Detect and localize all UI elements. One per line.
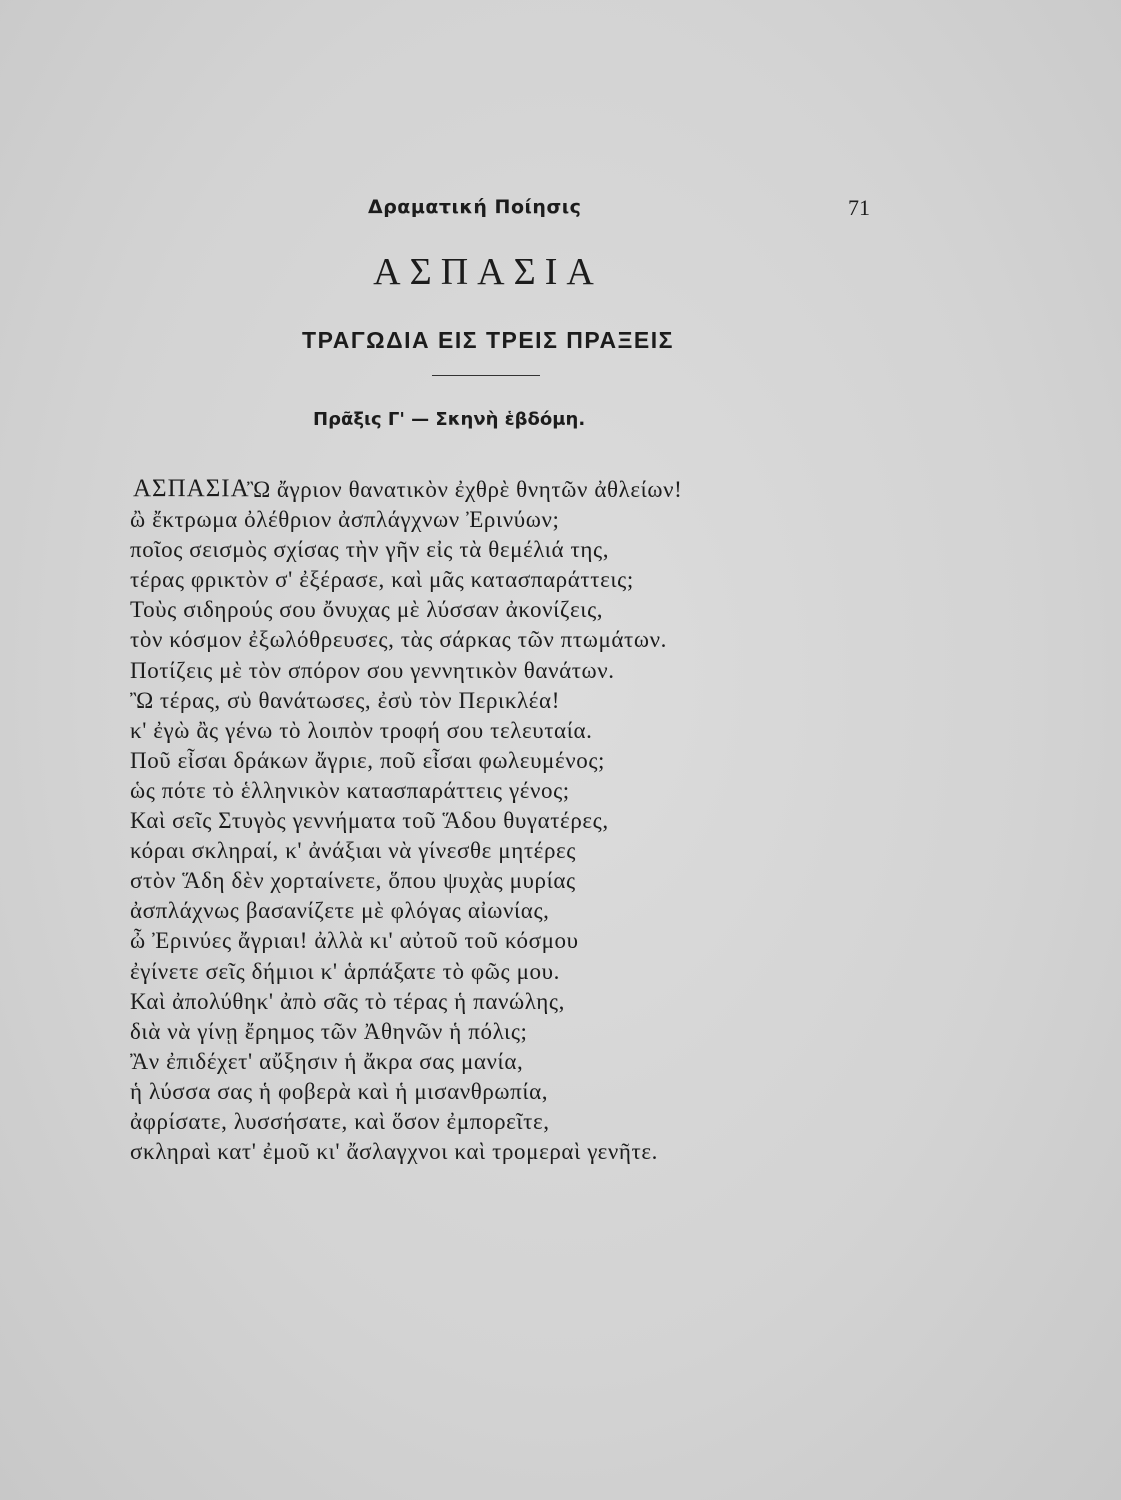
scene-heading: Πρᾶξις Γ' — Σκηνὴ ἑβδόμη. <box>313 409 586 430</box>
verse-line: κόραι σκληραί, κ' ἀνάξιαι νὰ γίνεσθε μητέρες <box>130 838 576 864</box>
verse-line: Ἂν ἐπιδέχετ' αὔξησιν ἡ ἄκρα σας μανία, <box>130 1048 524 1074</box>
verse-line: Καὶ σεῖς Στυγὸς γεννήματα τοῦ Ἅδου θυγατέρες, <box>130 808 609 834</box>
verse-line: τὸν κόσμον ἐξωλόθρευσες, τὰς σάρκας τῶν πτωμάτων. <box>130 627 667 653</box>
verse-line: Ποῦ εἶσαι δράκων ἄγριε, ποῦ εἶσαι φωλευμένος; <box>130 747 606 773</box>
verse-line: διὰ νὰ γίνῃ ἔρημος τῶν Ἀθηνῶν ἡ πόλις; <box>130 1018 528 1044</box>
verse-line: κ' ἐγὼ ἂς γένω τὸ λοιπὸν τροφή σου τελευταία. <box>130 717 593 743</box>
verse-line: ἡ λύσσα σας ἡ φοβερὰ καὶ ἡ μισανθρωπία, <box>130 1078 549 1104</box>
verse-line: ἀσπλάχνως βασανίζετε μὲ φλόγας αἰωνίας, <box>130 898 550 924</box>
verse-line: Ποτίζεις μὲ τὸν σπόρον σου γεννητικὸν θανάτων. <box>130 657 615 683</box>
verse-block <box>130 475 850 1167</box>
verse-line: ὡς πότε τὸ ἑλληνικὸν κατασπαράττεις γένος; <box>130 777 570 803</box>
verse-line: Καὶ ἀπολύθηκ' ἀπὸ σᾶς τὸ τέρας ἡ πανώλης, <box>130 988 565 1014</box>
play-title: ΑΣΠΑΣΙΑ <box>373 251 603 293</box>
speaker-name: ΑΣΠΑΣΙΑ <box>133 475 250 502</box>
verse-line: ποῖος σεισμὸς σχίσας τὴν γῆν εἰς τὰ θεμέλιά της, <box>130 537 610 563</box>
verse-line: ὦ Ἐρινύες ἄγριαι! ἀλλὰ κι' αὐτοῦ τοῦ κόσμου <box>130 928 579 954</box>
verse-line: στὸν Ἅδη δὲν χορταίνετε, ὅπου ψυχὰς μυρίας <box>130 868 576 894</box>
play-subtitle: ΤΡΑΓΩΔΙΑ ΕΙΣ ΤΡΕΙΣ ΠΡΑΞΕΙΣ <box>302 327 674 353</box>
verse-line: ἐγίνετε σεῖς δήμιοι κ' ἁρπάξατε τὸ φῶς μου. <box>130 958 560 984</box>
page-number: 71 <box>848 195 870 220</box>
verse-line: Ὢ τέρας, σὺ θανάτωσες, ἐσὺ τὸν Περικλέα! <box>130 687 560 713</box>
verse-line: τέρας φρικτὸν σ' ἐξέρασε, καὶ μᾶς κατασπαράττεις; <box>130 567 634 593</box>
running-head: Δραματική Ποίησις <box>368 196 582 218</box>
verse-line: σκληραὶ κατ' ἐμοῦ κι' ἄσλαγχνοι καὶ τρομεραὶ γενῆτε. <box>130 1139 658 1165</box>
verse-line: ἀφρίσατε, λυσσήσατε, καὶ ὅσον ἐμπορεῖτε, <box>130 1108 550 1134</box>
verse-line: Ὢ ἄγριον θανατικὸν ἐχθρὲ θνητῶν ἀθλείων! <box>247 477 683 502</box>
verse-line: ὢ ἔκτρωμα ὀλέθριον ἀσπλάγχνων Ἐρινύων; <box>130 507 560 533</box>
verse-line: Τοὺς σιδηρούς σου ὄνυχας μὲ λύσσαν ἀκονίζεις, <box>130 597 604 623</box>
divider-rule <box>432 375 540 376</box>
